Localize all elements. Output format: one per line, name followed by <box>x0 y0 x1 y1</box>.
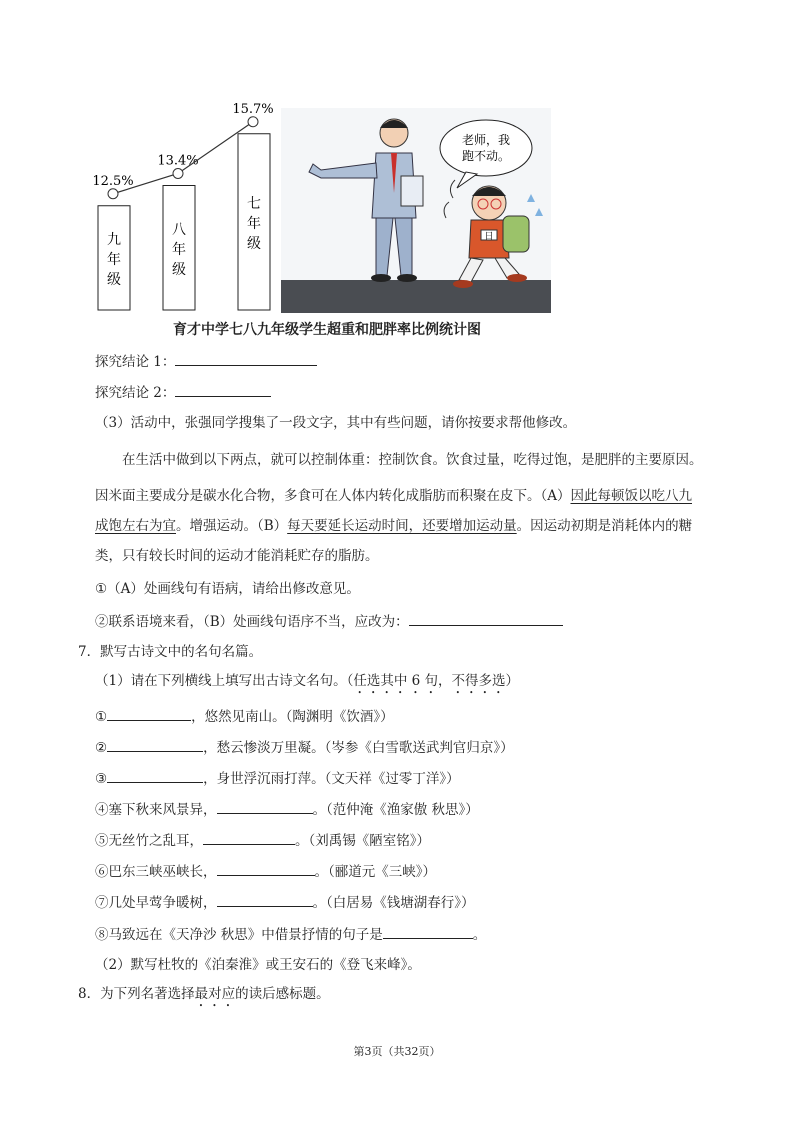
q3-p3-text: 。增强运动。（B） <box>176 518 288 534</box>
data-point-2 <box>173 169 183 179</box>
q7-line-4-b: 。（范仲淹《渔家傲 秋思》） <box>312 802 479 818</box>
q7-line-6-a: ⑥巴东三峡巫峡长， <box>95 864 217 880</box>
q7-line-2-blank[interactable] <box>107 737 203 752</box>
bar-label-1-char-2: 年 <box>107 251 121 268</box>
q3-p3-tail: 。因运动初期是消耗体内的糖 <box>516 518 693 534</box>
value-label-1: 12.5% <box>92 173 134 189</box>
q7-line-7 <box>95 892 475 913</box>
q3-sub-2 <box>95 611 563 632</box>
q3-p2-text: 因米面主要成分是碳水化合物，多食可在人体内转化成脂肪而积聚在皮下。（A） <box>95 488 571 504</box>
q7-line-5-a: ⑤无丝竹之乱耳， <box>95 833 203 849</box>
q7-line-2-num: ② <box>95 740 108 756</box>
bar-label-2-char-3: 级 <box>172 261 186 278</box>
q8-title-emphasis: 最对应 <box>194 986 236 1002</box>
q7-line-8-blank[interactable] <box>383 924 473 939</box>
bar-label-3-char-1: 七 <box>247 195 261 212</box>
q3-paragraph-line-1: 在生活中做到以下两点，就可以控制体重：控制饮食。饮食过量，吃得过饱，是肥胖的主要原因。 <box>122 452 703 468</box>
q7-line-4-blank[interactable] <box>217 799 313 814</box>
q7-sub1-b: ） <box>505 673 520 689</box>
bar-label-2-char-2: 年 <box>172 241 186 258</box>
q7-line-8 <box>95 924 486 945</box>
q7-line-8-b: 。 <box>472 927 487 943</box>
q7-line-3-blank[interactable] <box>107 768 203 783</box>
page-footer: 第3页（共32页） <box>353 1045 441 1058</box>
bag-label: 日 <box>484 232 494 242</box>
q7-line-1-text: ，悠然见南山。（陶渊明《饮酒》） <box>191 709 394 725</box>
obesity-rate-chart <box>90 95 285 320</box>
q7-line-3-num: ③ <box>95 771 108 787</box>
bar-label-2-char-1: 八 <box>172 221 186 238</box>
q3-paragraph-line-2 <box>95 486 692 506</box>
q7-line-8-a: ⑧马致远在《天净沙 秋思》中借景抒情的句子是 <box>95 927 383 943</box>
q7-line-5-blank[interactable] <box>203 830 295 845</box>
data-point-3 <box>248 117 258 127</box>
q7-line-5 <box>95 830 430 851</box>
cartoon-illustration <box>281 108 551 313</box>
q7-line-2 <box>95 737 514 758</box>
q7-line-3 <box>95 768 460 789</box>
speech-line-2: 跑不动。 <box>461 149 511 163</box>
q7-sub1-emphasis: 任选其中 6 句，不得多选 <box>353 673 506 689</box>
q8-title <box>78 984 330 1010</box>
q7-line-1-blank[interactable] <box>107 706 191 721</box>
q7-line-5-b: 。（刘禹锡《陋室铭》） <box>295 833 430 849</box>
q8-title-a: 8．为下列名著选择 <box>78 986 195 1002</box>
q7-title: 7．默写古诗文中的名句名篇。 <box>78 644 263 660</box>
q7-sub1-a: （1）请在下列横线上填写出古诗文名句。（ <box>95 673 354 689</box>
conclusion-1 <box>95 351 317 372</box>
q7-line-7-a: ⑦几处早莺争暖树， <box>95 895 217 911</box>
q7-line-4 <box>95 799 479 820</box>
bar-label-3-char-2: 年 <box>247 215 261 232</box>
q7-line-6 <box>95 861 436 882</box>
q7-line-4-a: ④塞下秋来风景异， <box>95 802 217 818</box>
bar-label-1-char-3: 级 <box>107 271 121 288</box>
q7-sub2: （2）默写杜牧的《泊秦淮》或王安石的《登飞来峰》。 <box>95 957 421 973</box>
q7-line-6-blank[interactable] <box>217 861 315 876</box>
q3-underline-a-part2: 成饱左右为宜 <box>95 518 176 534</box>
q3-underline-a-part1: 因此每顿饭以吃八九 <box>570 488 692 504</box>
q3-sub-2-text: ②联系语境来看，（B）处画线句语序不当，应改为： <box>95 614 409 630</box>
floor <box>281 280 551 313</box>
q7-line-1-num: ① <box>95 709 108 725</box>
q3-sub-1: ①（A）处画线句有语病，请给出修改意见。 <box>95 581 360 597</box>
q3-paragraph-line-4: 类，只有较长时间的运动才能消耗贮存的脂肪。 <box>95 548 379 564</box>
q7-line-6-b: 。（郦道元《三峡》） <box>314 864 436 880</box>
conclusion-2 <box>95 382 271 403</box>
q3-paragraph-line-3 <box>95 516 692 536</box>
q7-sub1 <box>95 671 519 697</box>
q3-intro: （3）活动中，张强同学搜集了一段文字，其中有些问题，请你按要求帮他修改。 <box>95 415 577 431</box>
chart-caption: 育才中学七八九年级学生超重和肥胖率比例统计图 <box>173 322 481 338</box>
value-label-2: 13.4% <box>157 153 199 169</box>
q7-line-2-text: ，愁云惨淡万里凝。（岑参《白雪歌送武判官归京》） <box>203 740 514 756</box>
q7-line-7-blank[interactable] <box>217 892 313 907</box>
conclusion-1-label: 探究结论 1： <box>95 354 176 370</box>
q3-sub-2-blank[interactable] <box>409 611 563 626</box>
q7-line-3-text: ，身世浮沉雨打萍。（文天祥《过零丁洋》） <box>203 771 460 787</box>
data-point-1 <box>108 189 118 199</box>
q8-title-b: 的读后感标题。 <box>235 986 330 1002</box>
bar-label-3-char-3: 级 <box>247 235 261 252</box>
q7-line-7-b: 。（白居易《钱塘湖春行》） <box>312 895 475 911</box>
speech-line-1: 老师，我 <box>461 133 511 147</box>
q3-underline-b: 每天要延长运动时间，还要增加运动量 <box>287 518 517 534</box>
conclusion-1-blank[interactable] <box>175 351 317 366</box>
q7-line-1 <box>95 706 394 727</box>
conclusion-2-blank[interactable] <box>175 382 271 397</box>
conclusion-2-label: 探究结论 2： <box>95 385 176 401</box>
bar-label-1-char-1: 九 <box>107 231 121 248</box>
value-label-3: 15.7% <box>232 101 274 117</box>
